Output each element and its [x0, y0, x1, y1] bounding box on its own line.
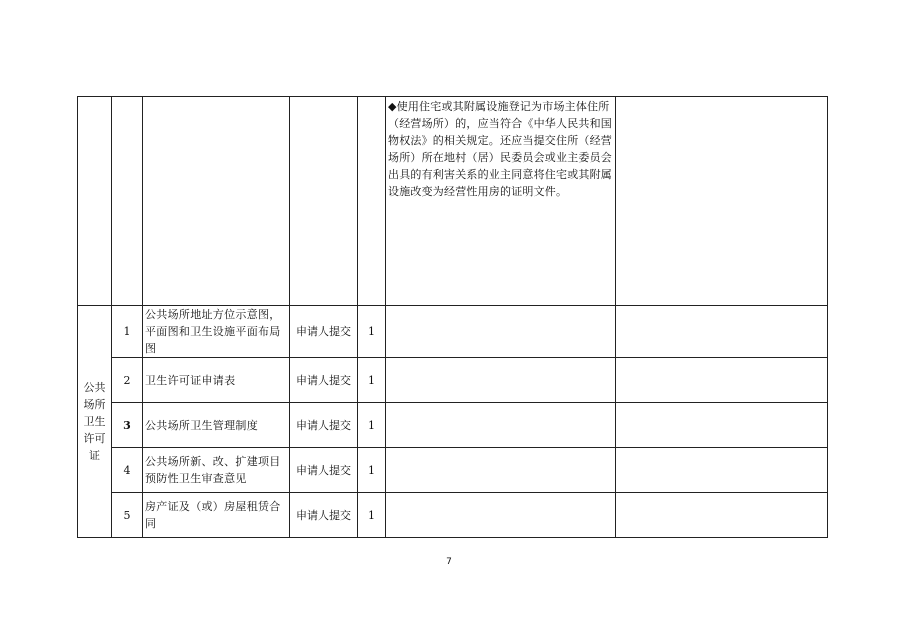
material-source: 申请人提交: [290, 306, 358, 358]
table-row: [78, 358, 828, 403]
empty-cell: [616, 97, 828, 306]
table-row: [78, 493, 828, 538]
material-source: 申请人提交: [290, 448, 358, 493]
table-row: [78, 403, 828, 448]
material-name: 房产证及（或）房屋租赁合同: [143, 493, 290, 538]
copy-count: 1: [358, 403, 386, 448]
empty-cell: [616, 403, 828, 448]
row-number: 5: [112, 493, 143, 538]
copy-count: 1: [358, 448, 386, 493]
empty-cell: [386, 403, 616, 448]
empty-cell: [78, 97, 112, 306]
empty-cell: [358, 97, 386, 306]
material-name: 公共场所卫生管理制度: [143, 403, 290, 448]
table-row: [78, 306, 828, 358]
copy-count: 1: [358, 358, 386, 403]
category-cell: 公共场所卫生许可证: [78, 306, 112, 538]
material-name: 卫生许可证申请表: [143, 358, 290, 403]
material-name: 公共场所地址方位示意图，平面图和卫生设施平面布局图: [143, 306, 290, 358]
copy-count: 1: [358, 306, 386, 358]
copy-count: 1: [358, 493, 386, 538]
row-number: 2: [112, 358, 143, 403]
empty-cell: [386, 448, 616, 493]
material-source: 申请人提交: [290, 403, 358, 448]
table-row: [78, 448, 828, 493]
empty-cell: [386, 358, 616, 403]
table-row-continued: [78, 97, 828, 306]
requirement-note: ◆使用住宅或其附属设施登记为市场主体住所（经营场所）的，应当符合《中华人民共和国物权法》的相关规定。还应当提交住所（经营场所）所在地村（居）民委员会或业主委员会出具的有利害关系的业主同意将住宅或其附属设施改变为经营性用房的证明文件。: [386, 97, 616, 306]
empty-cell: [616, 306, 828, 358]
row-number: 3: [112, 403, 143, 448]
row-number: 4: [112, 448, 143, 493]
empty-cell: [616, 493, 828, 538]
empty-cell: [616, 448, 828, 493]
material-source: 申请人提交: [290, 358, 358, 403]
empty-cell: [616, 358, 828, 403]
empty-cell: [143, 97, 290, 306]
empty-cell: [386, 306, 616, 358]
empty-cell: [386, 493, 616, 538]
page-number: 7: [446, 557, 452, 567]
requirements-table: [77, 96, 828, 538]
empty-cell: [112, 97, 143, 306]
empty-cell: [290, 97, 358, 306]
row-number: 1: [112, 306, 143, 358]
material-source: 申请人提交: [290, 493, 358, 538]
material-name: 公共场所新、改、扩建项目预防性卫生审查意见: [143, 448, 290, 493]
